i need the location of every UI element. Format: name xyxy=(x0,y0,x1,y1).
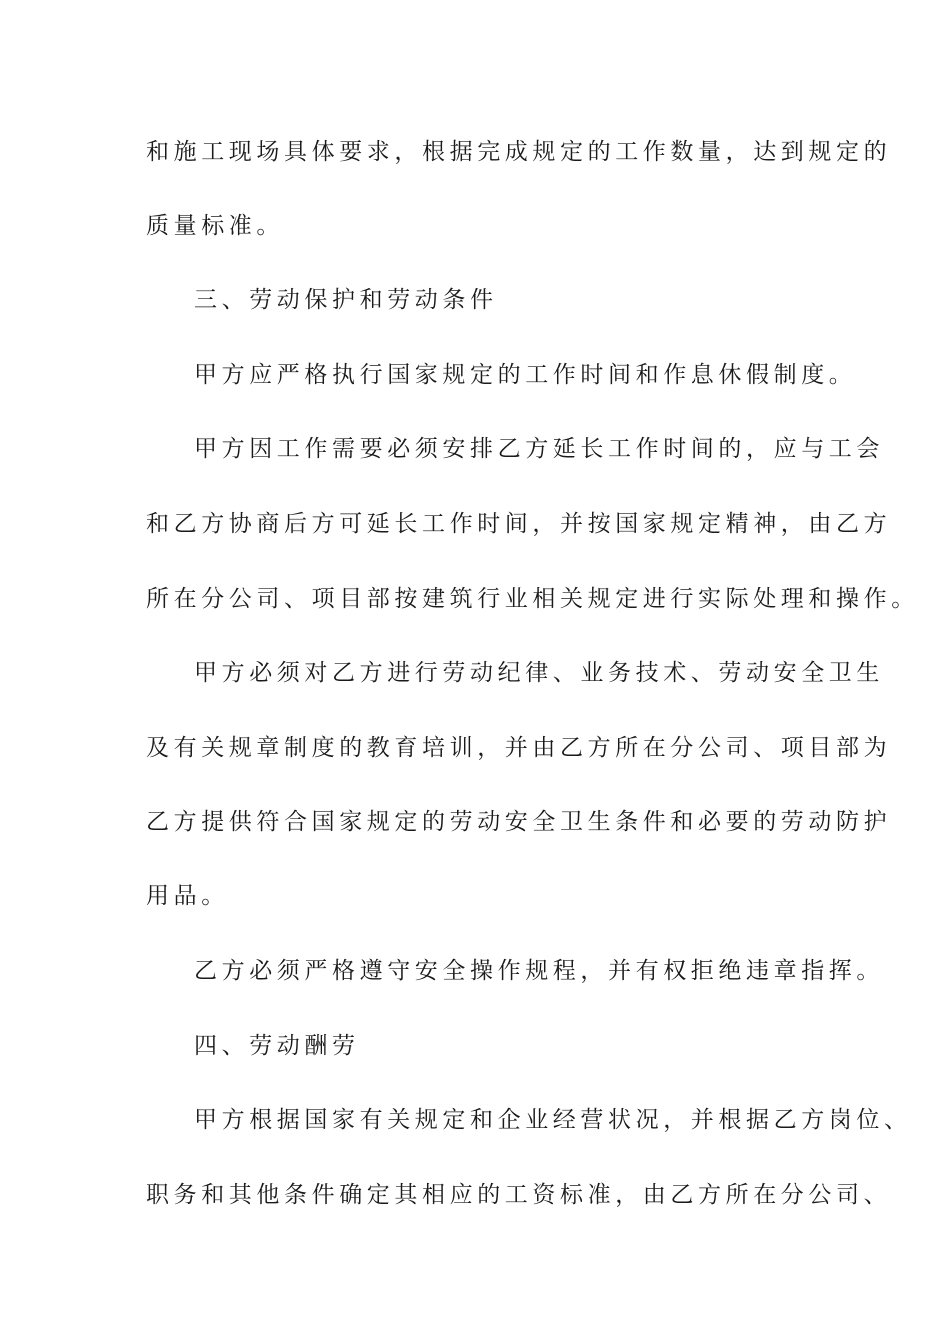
paragraph-line: 和乙方协商后方可延长工作时间，并按国家规定精神，由乙方 xyxy=(146,511,892,537)
section-heading: 三、劳动保护和劳动条件 xyxy=(194,287,498,313)
paragraph-line: 乙方提供符合国家规定的劳动安全卫生条件和必要的劳动防护 xyxy=(146,809,892,835)
paragraph-line: 甲方应严格执行国家规定的工作时间和作息休假制度。 xyxy=(194,362,857,388)
paragraph-line: 甲方因工作需要必须安排乙方延长工作时间的，应与工会 xyxy=(194,436,884,462)
paragraph-line: 职务和其他条件确定其相应的工资标准，由乙方所在分公司、 xyxy=(146,1182,892,1208)
section-heading: 四、劳动酬劳 xyxy=(194,1033,360,1059)
paragraph-line: 和施工现场具体要求，根据完成规定的工作数量，达到规定的 xyxy=(146,139,892,165)
paragraph-line: 所在分公司、项目部按建筑行业相关规定进行实际处理和操作。 xyxy=(146,586,919,612)
paragraph-line: 甲方必须对乙方进行劳动纪律、业务技术、劳动安全卫生 xyxy=(194,660,884,686)
paragraph-line: 及有关规章制度的教育培训，并由乙方所在分公司、项目部为 xyxy=(146,735,892,761)
paragraph-line: 用品。 xyxy=(146,883,229,909)
paragraph-line: 甲方根据国家有关规定和企业经营状况，并根据乙方岗位、 xyxy=(194,1107,912,1133)
paragraph-line: 乙方必须严格遵守安全操作规程，并有权拒绝违章指挥。 xyxy=(194,958,884,984)
paragraph-line: 质量标准。 xyxy=(146,213,284,239)
